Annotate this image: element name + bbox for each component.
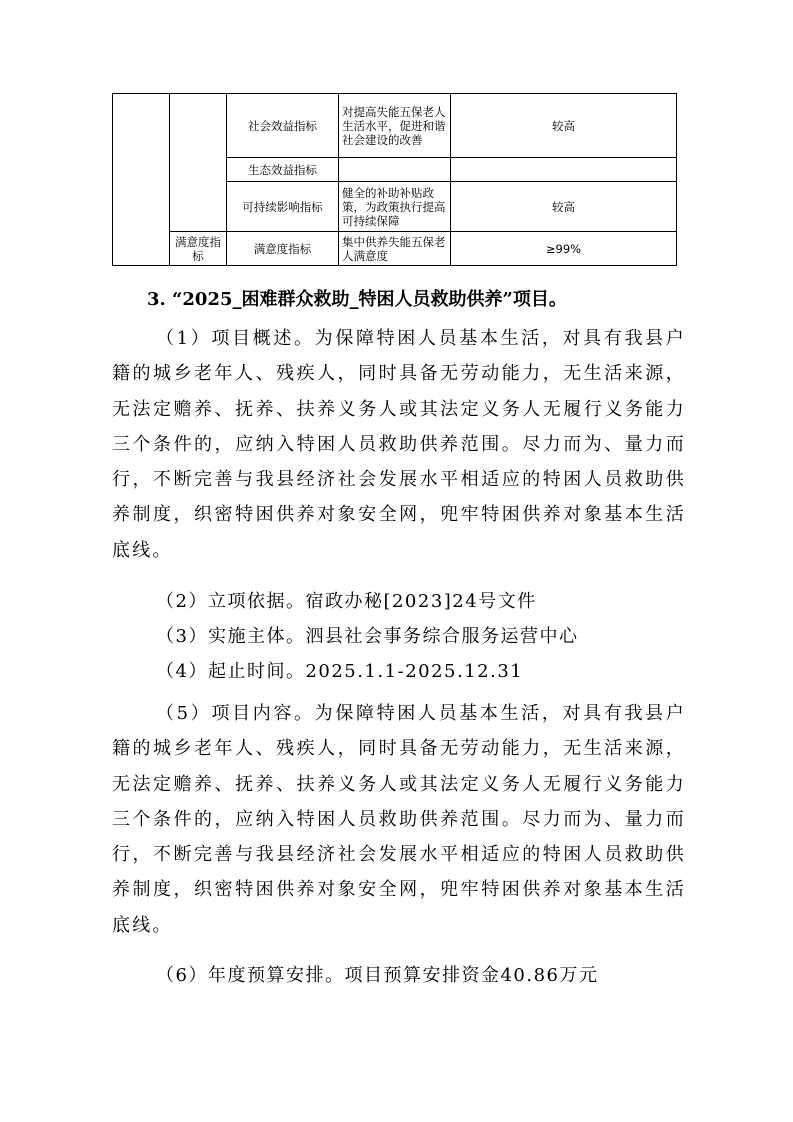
paragraph-project-overview: （1）项目概述。为保障特困人员基本生活，对具有我县户籍的城乡老年人、残疾人，同时具备无劳动能力，无生活来源，无法定赡养、抚养、扶养义务人或其法定义务人无履行义务能力三个条件的，应纳入特困人员救助供养范围。尽力而为、量力而行，不断完善与我县经济社会发展水平相适应的特困人员救助供养制度，织密特困供养对象安全网，兜牢特困供养对象基本生活底线。 bbox=[112, 328, 686, 561]
table-cell-value: ≥99% bbox=[451, 232, 677, 266]
table-cell-indicator: 生态效益指标 bbox=[227, 158, 339, 182]
table-cell-first-category bbox=[113, 94, 170, 266]
table-cell-content: 健全的补助补贴政策，为政策执行提高可持续保障 bbox=[339, 182, 451, 232]
table-cell-sub-category: 满意度指标 bbox=[170, 232, 227, 266]
table-row bbox=[113, 232, 677, 266]
paragraph-budget: （6）年度预算安排。项目预算安排资金40.86万元 bbox=[156, 965, 599, 986]
table-row bbox=[113, 94, 677, 158]
table-cell-content: 集中供养失能五保老人满意度 bbox=[339, 232, 451, 266]
table-cell-indicator: 可持续影响指标 bbox=[227, 182, 339, 232]
table-cell-content bbox=[339, 158, 451, 182]
table-cell-indicator: 社会效益指标 bbox=[227, 94, 339, 158]
table-cell-value bbox=[451, 158, 677, 182]
performance-indicator-table bbox=[112, 93, 677, 266]
section-heading: 3. “2025_困难群众救助_特困人员救助供养”项目。 bbox=[147, 289, 567, 310]
paragraph-basis: （2）立项依据。宿政办秘[2023]24号文件 bbox=[156, 591, 537, 612]
table-cell-value: 较高 bbox=[451, 94, 677, 158]
table-cell-content: 对提高失能五保老人生活水平，促进和谐社会建设的改善 bbox=[339, 94, 451, 158]
table-cell-second-category bbox=[170, 94, 227, 232]
table-cell-indicator: 满意度指标 bbox=[227, 232, 339, 266]
paragraph-implementer: （3）实施主体。泗县社会事务综合服务运营中心 bbox=[156, 626, 579, 647]
paragraph-period: （4）起止时间。2025.1.1-2025.12.31 bbox=[156, 661, 524, 682]
paragraph-project-content: （5）项目内容。为保障特困人员基本生活，对具有我县户籍的城乡老年人、残疾人，同时具备无劳动能力，无生活来源，无法定赡养、抚养、扶养义务人或其法定义务人无履行义务能力三个条件的，应纳入特困人员救助供养范围。尽力而为、量力而行，不断完善与我县经济社会发展水平相适应的特困人员救助供养制度，织密特困供养对象安全网，兜牢特困供养对象基本生活底线。 bbox=[112, 703, 686, 936]
table-cell-value: 较高 bbox=[451, 182, 677, 232]
